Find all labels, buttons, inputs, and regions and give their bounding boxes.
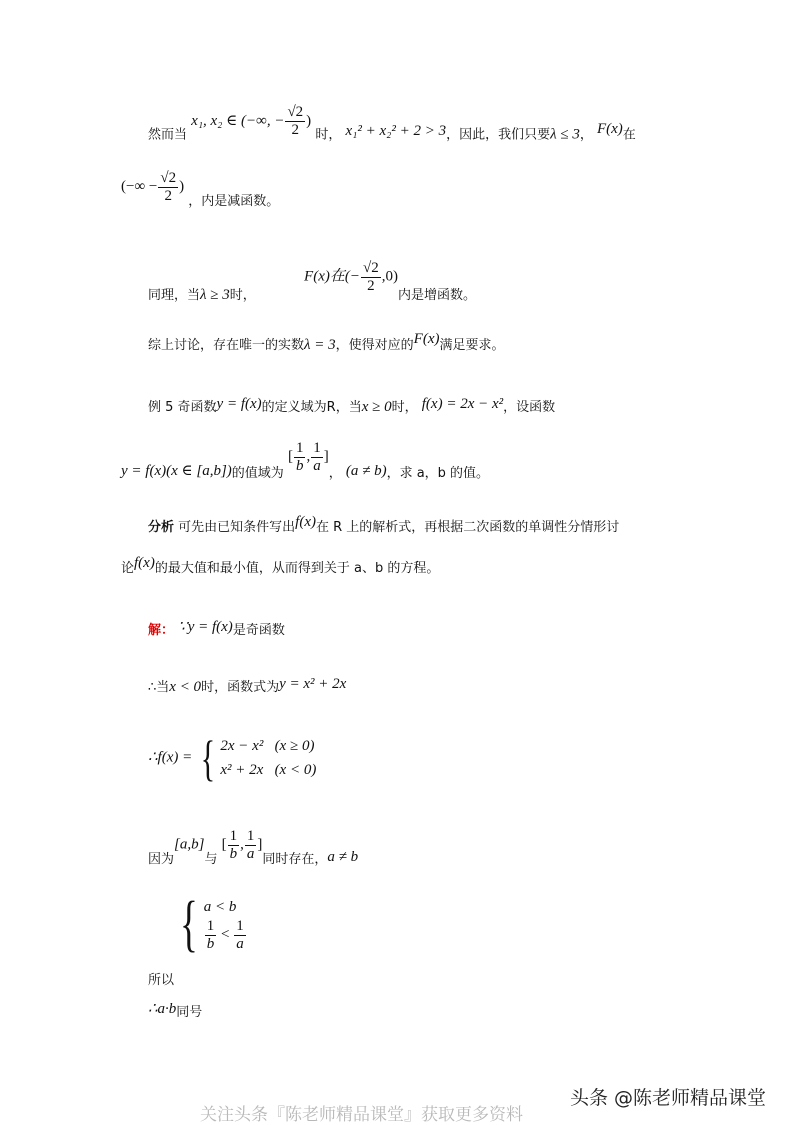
math-interval: x₁, x₂ ∈ (−∞, − (191, 112, 285, 129)
bracket: [ (287, 448, 293, 465)
math-inequality: x₁² + x₂² + 2 > 3 (345, 122, 447, 139)
bracket: [ (221, 836, 227, 853)
less-than: < (221, 926, 230, 943)
math-close: ,0) (381, 268, 398, 285)
solution-same-sign (148, 1001, 203, 1020)
text: 是奇函数 (232, 623, 285, 638)
example-5-line1 (148, 396, 556, 415)
numerator: 1 (246, 828, 255, 844)
text: 时， (229, 287, 256, 303)
numerator: 1 (206, 918, 215, 934)
numerator: √2 (362, 260, 379, 276)
bracket: ] (257, 836, 263, 853)
solution-odd-function (148, 619, 285, 638)
text: 与 (204, 851, 218, 867)
text: ， (328, 465, 342, 481)
fraction-sqrt2-over-2 (158, 170, 178, 204)
text: 因为 (148, 851, 175, 867)
math-lambda-condition: λ ≤ 3 (550, 126, 580, 143)
text: ，内是减函数。 (188, 193, 280, 209)
case-cond: (x < 0) (274, 762, 317, 778)
example-5-line2 (121, 440, 490, 481)
math-ab: a·b (157, 1001, 177, 1017)
math-ab-interval: [a,b] (174, 836, 205, 853)
math-close: ) (306, 112, 312, 129)
text: 满足要求。 (439, 338, 505, 353)
math-fx-eq: f(x) = (157, 749, 193, 766)
math-yfx: y = f(x) (187, 619, 233, 635)
text: 例 5 奇函数 (148, 400, 217, 415)
numerator: √2 (287, 104, 304, 120)
fraction-sqrt2-over-2 (361, 260, 381, 294)
text: 的定义域为R，当 (261, 400, 362, 415)
denominator: b (295, 457, 304, 474)
text: 内是增函数。 (397, 287, 476, 303)
math-close: ) (179, 178, 185, 195)
denominator: b (206, 935, 215, 952)
case-2 (220, 758, 316, 782)
fraction-1-over-a (245, 828, 257, 862)
fraction-1-over-b (228, 828, 240, 862)
denominator: a (313, 457, 321, 474)
fraction-1-over-a (234, 918, 246, 952)
analysis-line1 (148, 514, 620, 535)
math-fx: f(x) (295, 514, 316, 530)
text: ，因此，我们只要 (446, 127, 551, 143)
math-Fx: F(x) (413, 331, 440, 347)
numerator: 1 (229, 828, 238, 844)
solution-system (148, 890, 247, 988)
case-1 (220, 734, 316, 758)
text: 同理，当 (148, 287, 201, 303)
piecewise-cases (220, 734, 316, 782)
left-brace: { (201, 730, 216, 786)
fraction-1-over-a (311, 440, 323, 474)
fraction-1-over-b (205, 918, 217, 952)
case-reciprocal (204, 918, 247, 952)
case-expr: x² + 2x (220, 762, 264, 778)
paragraph-increasing (148, 260, 476, 303)
text: 同号 (176, 1005, 203, 1020)
solution-piecewise (148, 730, 317, 786)
system-cases (204, 896, 247, 952)
case-expr: 2x − x² (220, 738, 264, 754)
text: 的值域为 (231, 465, 284, 481)
numerator: 1 (236, 918, 244, 934)
fraction-sqrt2-over-2 (285, 104, 305, 138)
paragraph-decreasing-condition (148, 104, 636, 152)
solution-label: 解： (148, 623, 175, 638)
therefore-symbol: ∴ (148, 749, 158, 766)
separator: , (240, 836, 244, 853)
denominator: 2 (291, 121, 300, 138)
text: 时，函数式为 (201, 680, 280, 695)
paragraph-conclusion (148, 331, 505, 353)
text: 的最大值和最小值，从而得到关于 a、b 的方程。 (154, 561, 440, 576)
text: 所以 (148, 972, 175, 988)
numerator: 1 (313, 440, 321, 456)
denominator: 2 (367, 277, 375, 294)
text: ， (579, 127, 593, 143)
numerator: √2 (160, 170, 177, 186)
math-lambda-eq: λ = 3 (304, 337, 336, 353)
math-fx-definition: f(x) = 2x − x² (421, 396, 504, 412)
text: ，使得对应的 (335, 338, 414, 353)
analysis-label: 分析 (148, 520, 175, 535)
separator: , (306, 448, 311, 465)
text: 时， (315, 127, 342, 143)
text: 然而当 (148, 127, 188, 143)
math-Fx-interval: F(x)在(− (304, 268, 360, 285)
paragraph-decreasing-interval (121, 170, 280, 209)
denominator: a (246, 845, 255, 862)
watermark: 头条 @陈老师精品课堂 (570, 1087, 767, 1109)
footer-promo: 关注头条『陈老师精品课堂』获取更多资料 (200, 1105, 523, 1125)
text: 综上讨论，存在唯一的实数 (148, 338, 305, 353)
math-interval: (−∞ − (121, 178, 158, 195)
solution-negative-branch (148, 676, 347, 695)
text: ，求 a，b 的值。 (386, 465, 490, 481)
bracket: ] (323, 448, 329, 465)
text: 同时存在， (262, 851, 328, 867)
text: 可先由已知条件写出 (174, 520, 296, 535)
math-yfx: y = f(x) (216, 396, 262, 412)
text: 论 (121, 561, 135, 576)
text: ，设函数 (503, 400, 556, 415)
math-a-neq-b: (a ≠ b) (345, 462, 387, 479)
math-x-condition: x ≥ 0 (361, 399, 392, 415)
therefore-symbol: ∴ (148, 1001, 158, 1017)
math-lambda-condition: λ ≥ 3 (200, 286, 230, 303)
case-cond: (x ≥ 0) (274, 738, 315, 754)
math-Fx: F(x) (596, 120, 623, 137)
denominator: b (229, 845, 238, 862)
case-a-lt-b: a < b (203, 899, 237, 915)
text: 在 R 上的解析式，再根据二次函数的单调性分情形讨 (315, 520, 620, 535)
math-a-neq-b: a ≠ b (327, 848, 359, 865)
solution-intervals (148, 828, 359, 867)
numerator: 1 (295, 440, 304, 456)
math-fx: f(x) (134, 555, 155, 571)
because-symbol: ∵ (178, 619, 188, 635)
text: 时， (391, 400, 418, 415)
math-expression: y = x² + 2x (279, 676, 347, 692)
left-brace: { (179, 890, 198, 958)
analysis-line2 (121, 555, 440, 576)
text: 在 (622, 127, 636, 143)
math-x-lt-0: x < 0 (169, 679, 202, 695)
denominator: a (236, 935, 244, 952)
denominator: 2 (164, 187, 172, 204)
text: ∴当 (148, 680, 170, 695)
math-function-domain: y = f(x)(x ∈ [a,b]) (121, 462, 232, 479)
fraction-1-over-b (294, 440, 306, 474)
